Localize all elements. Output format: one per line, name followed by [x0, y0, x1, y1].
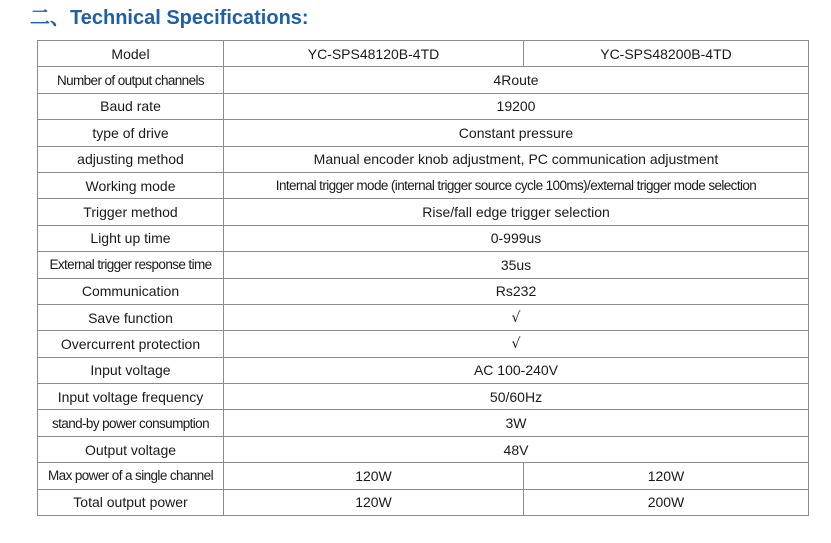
row-label: Input voltage [38, 357, 224, 383]
table-row [38, 410, 809, 436]
row-label: Total output power [38, 489, 224, 515]
row-value: Rs232 [224, 278, 809, 304]
row-label: Light up time [38, 225, 224, 251]
check-mark-value: √ [224, 331, 809, 357]
row-value-model-a: 120W [224, 489, 524, 515]
row-value: AC 100-240V [224, 357, 809, 383]
table-row [38, 146, 809, 172]
row-label: Overcurrent protection [38, 331, 224, 357]
row-label: External trigger response time [38, 252, 224, 278]
section-heading: 二、Technical Specifications: [30, 7, 309, 29]
row-label: Input voltage frequency [38, 384, 224, 410]
header-model-label: Model [38, 41, 224, 67]
table-row [38, 331, 809, 357]
header-model-a: YC-SPS48120B-4TD [224, 41, 524, 67]
table-header-row [38, 41, 809, 67]
row-value: Manual encoder knob adjustment, PC communication adjustment [224, 146, 809, 172]
table-row [38, 93, 809, 119]
row-label: Save function [38, 304, 224, 330]
table-row [38, 489, 809, 515]
row-value: 0-999us [224, 225, 809, 251]
row-value-model-b: 200W [524, 489, 809, 515]
table-row [38, 304, 809, 330]
table-row [38, 436, 809, 462]
table-row [38, 384, 809, 410]
row-value-model-b: 120W [524, 463, 809, 489]
row-value: 48V [224, 436, 809, 462]
table-row [38, 252, 809, 278]
header-model-b: YC-SPS48200B-4TD [524, 41, 809, 67]
specifications-table [37, 40, 809, 516]
row-value: 50/60Hz [224, 384, 809, 410]
row-label: stand-by power consumption [38, 410, 224, 436]
table-row [38, 278, 809, 304]
row-value: Rise/fall edge trigger selection [224, 199, 809, 225]
row-value: 35us [224, 252, 809, 278]
table-row [38, 67, 809, 93]
row-label: type of drive [38, 120, 224, 146]
row-label: Output voltage [38, 436, 224, 462]
row-value: Constant pressure [224, 120, 809, 146]
row-label: Working mode [38, 172, 224, 198]
table-row [38, 463, 809, 489]
row-value: 4Route [224, 67, 809, 93]
row-label: Baud rate [38, 93, 224, 119]
row-label: Max power of a single channel [38, 463, 224, 489]
row-label: adjusting method [38, 146, 224, 172]
row-label: Communication [38, 278, 224, 304]
row-value-model-a: 120W [224, 463, 524, 489]
table-row [38, 225, 809, 251]
table-row [38, 120, 809, 146]
table-row [38, 199, 809, 225]
row-value: 3W [224, 410, 809, 436]
row-value: 19200 [224, 93, 809, 119]
table-row [38, 357, 809, 383]
row-label: Number of output channels [38, 67, 224, 93]
check-mark-value: √ [224, 304, 809, 330]
row-label: Trigger method [38, 199, 224, 225]
table-row [38, 172, 809, 198]
row-value: Internal trigger mode (internal trigger source cycle 100ms)/external trigger mode selection [224, 172, 809, 198]
